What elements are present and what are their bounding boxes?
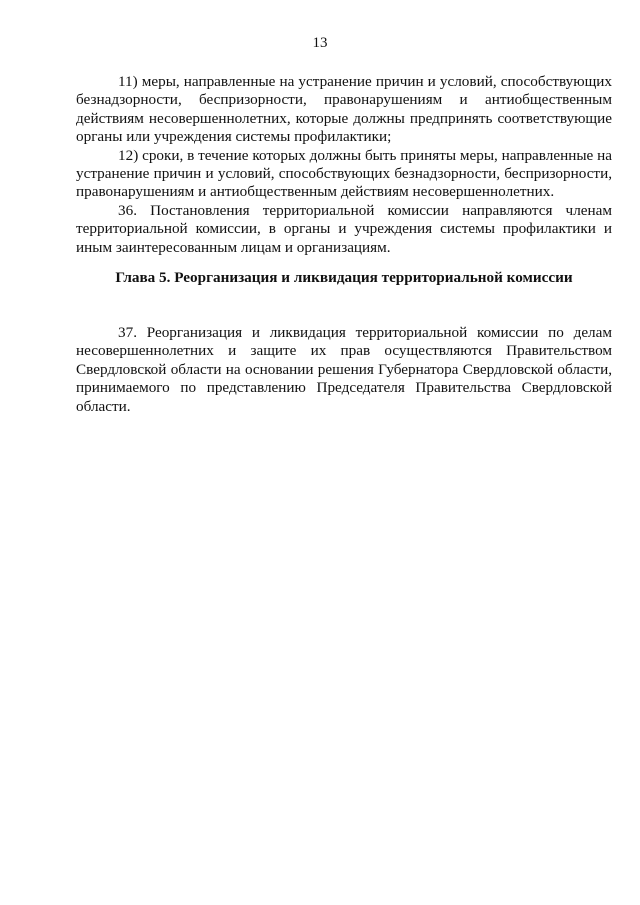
paragraph-block-bottom <box>76 324 612 416</box>
paragraph-item-12: 12) сроки, в течение которых должны быть приняты меры, направленные на устранение причин и условий, способствующих безнадзорности, беспризорности, правонарушениям и антиобщественным действиям несовершеннолетних. <box>76 146 612 201</box>
paragraph-clause-37: 37. Реорганизация и ликвидация территориальной комиссии по делам несовершеннолетних и защите их прав осуществляются Правительством Свердловской области на основании решения Губернатора Свердловской области, принимаемого по представлению Председателя Правительства Свердловской области. <box>76 324 612 415</box>
page-number: 13 <box>312 35 328 51</box>
paragraph-clause-36: 36. Постановления территориальной комиссии направляются членам территориальной комиссии, в органы и учреждения системы профилактики и иным заинтересованным лицам и организациям. <box>76 201 612 256</box>
chapter-heading: Глава 5. Реорганизация и ликвидация территориальной комиссии <box>115 269 573 286</box>
paragraph-item-11: 11) меры, направленные на устранение причин и условий, способствующих безнадзорности, беспризорности, правонарушениям и антиобщественным действиям несовершеннолетних, которые должны предпринять соответствующие органы или учреждения системы профилактики; <box>76 73 612 146</box>
paragraph-block-top <box>76 73 612 257</box>
